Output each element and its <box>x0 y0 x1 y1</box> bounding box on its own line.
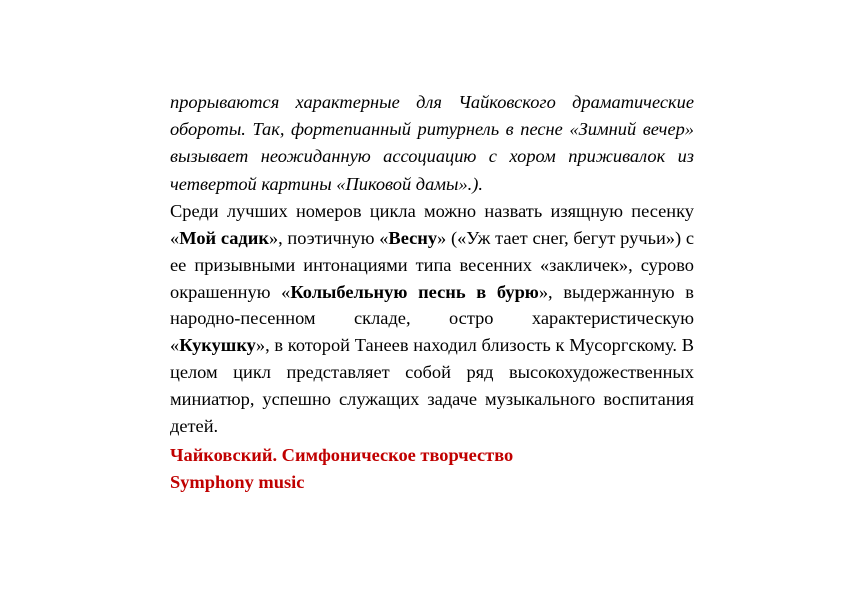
main-paragraph-part-2: », поэтичную « <box>268 227 389 248</box>
song-title-moy-sadik: Мой садик <box>179 227 269 248</box>
text-block <box>170 89 694 496</box>
italic-paragraph: прорываются характерные для Чайковского драматические обороты. Так, фортепианный ритурнель в песне «Зимний вечер» вызывает неожиданную ассоциацию с хором приживалок из четвертой картины «Пиковой дамы».). <box>170 92 694 194</box>
main-paragraph-part-5: », в которой Танеев находил близость к Мусоргскому. В целом цикл представляет собой ряд высокохудожественных миниатюр, успешно служащих задаче музыкального воспитания детей. <box>170 335 694 437</box>
main-paragraph-part-3: » («Уж тает снег, бегут ручьи») с ее призывными интонациями типа весенних «закличек», сурово окрашенную « <box>170 227 694 302</box>
main-paragraph-part-4: », выдержанную в народно-песенном складе, остро характеристическую « <box>170 281 694 356</box>
song-title-vesna: Весну <box>388 227 438 248</box>
main-paragraph-part-1: Среди лучших номеров цикла можно назвать изящную песенку « <box>170 200 694 248</box>
main-paragraph <box>170 198 694 440</box>
song-title-kolybelnaya: Колыбельную песнь в бурю <box>290 281 539 302</box>
section-subheading: Symphony music <box>170 471 305 492</box>
section-heading: Чайковский. Симфоническое творчество <box>170 444 514 465</box>
song-title-kukushka: Кукушку <box>179 335 256 356</box>
